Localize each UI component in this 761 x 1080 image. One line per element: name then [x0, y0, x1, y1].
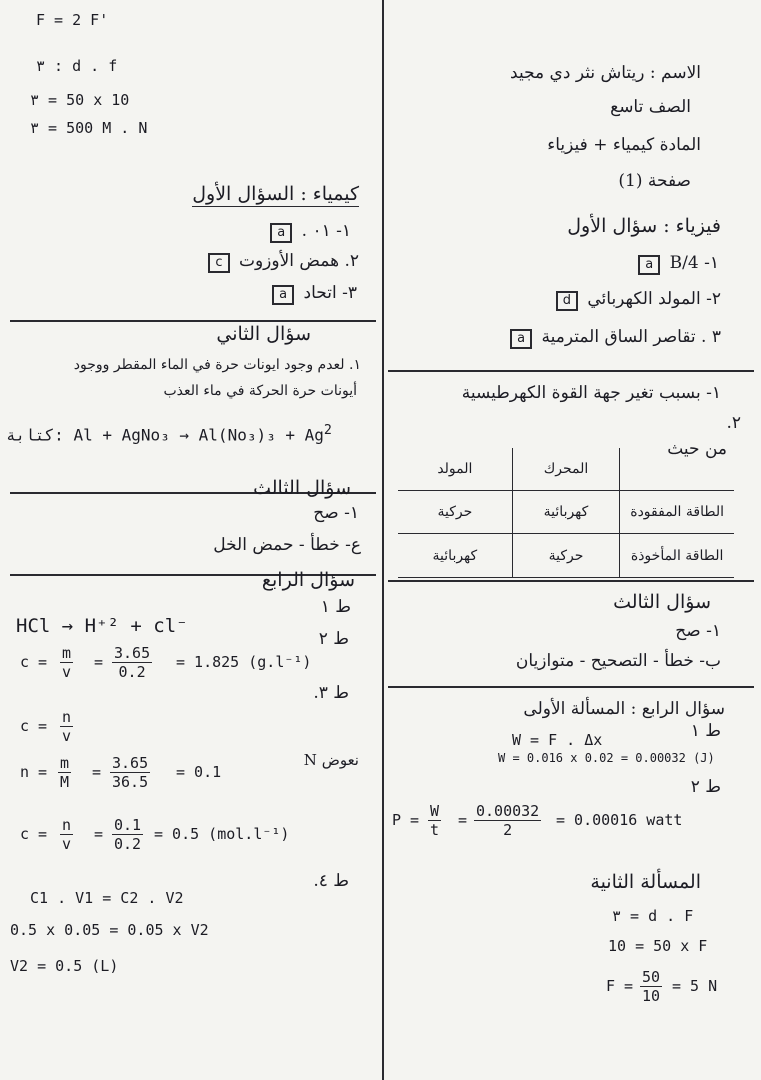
table-cell: كهربائية	[398, 534, 512, 578]
chem-c2-frac-num: n	[62, 708, 72, 726]
phys-work-values: W = 0.016 x 0.02 = 0.00032 (J)	[498, 751, 715, 765]
phys-s5-frac-num: 50	[642, 968, 661, 986]
chem-c-eq: =	[94, 653, 104, 671]
phys-s5-line-2: 10 = 50 x F	[608, 937, 708, 955]
header-left-line-3: ٣ = 50 x 10	[30, 91, 130, 109]
phys-work-formula: W = F . Δx	[512, 731, 603, 749]
chem-dilution-1: C1 . V1 = C2 . V2	[30, 889, 184, 907]
chem-s4-t3: ط ٣.	[313, 683, 349, 703]
phys-s4-title: سؤال الرابع : المسألة الأولى	[523, 699, 725, 719]
phys-s3-b: ب- خطأ - التصحيح - متوازيان	[515, 651, 721, 671]
chem-c3-frac	[60, 816, 73, 853]
phys-s5-line-1: ٣ = d . F	[612, 907, 694, 925]
chem-q2	[204, 252, 359, 273]
chem-s4-t1: ط ١	[320, 597, 351, 617]
table-row	[398, 490, 734, 534]
chem-q1-text: ١- ٠١ .	[301, 221, 351, 241]
phys-q2	[552, 290, 721, 311]
chem-s4-eq1: HCl → H⁺² + cl⁻	[16, 615, 188, 637]
phys-s5-result: = 5 N	[672, 977, 718, 995]
phys-power-lhs: P =	[392, 811, 420, 829]
chem-c-frac-values-den: 0.2	[118, 663, 146, 681]
chem-s4-t2: ط ٢	[318, 629, 349, 649]
header-left-line-2: ٣ : d . f	[36, 57, 118, 75]
chem-c-frac-mv	[60, 644, 73, 681]
chem-q2-answer-box: c	[208, 253, 229, 273]
chem-c2-lhs: c =	[20, 717, 48, 735]
chem-dilution-2: 0.5 x 0.05 = 0.05 x V2	[10, 921, 209, 939]
phys-q2-text: ٢- المولد الكهربائي	[587, 289, 721, 309]
chem-q3	[268, 284, 357, 305]
phys-s5-lhs: F =	[606, 977, 634, 995]
chem-n-frac	[58, 754, 71, 791]
phys-power-frac-den: t	[430, 821, 440, 839]
table-cell: كهربائية	[512, 490, 620, 534]
chem-s4-t4: ط ٤.	[313, 871, 349, 891]
header-left-line-4: ٣ = 500 M . N	[30, 119, 148, 137]
header-left-line-1: F = 2 F'	[36, 11, 109, 29]
chem-c3-frac-values-num: 0.1	[114, 816, 142, 834]
phys-separator-1	[388, 370, 754, 372]
phys-power-eq: =	[458, 811, 468, 829]
chem-c3-frac-values	[112, 816, 143, 853]
chem-s4-title: سؤال الرابع	[261, 569, 355, 591]
chem-n-frac-den: M	[60, 773, 70, 791]
chem-n-frac-values	[110, 754, 150, 791]
chem-s3-title: سؤال الثالث	[253, 477, 351, 499]
chem-s2-equation-text: كتابة: Al + AgNo₃ → Al(No₃)₃ + Ag	[6, 425, 324, 445]
phys-separator-3	[388, 686, 754, 688]
phys-s5-title: المسألة الثانية	[590, 871, 701, 893]
phys-power-frac	[428, 802, 441, 839]
phys-q1-text: ١- B/4	[669, 253, 719, 273]
motor-generator-table	[398, 448, 734, 578]
phys-s3-a: ١- صح	[675, 621, 721, 641]
chem-c3-frac-values-den: 0.2	[114, 835, 142, 853]
phys-q1	[634, 254, 719, 275]
chem-dilution-3: V2 = 0.5 (L)	[10, 957, 119, 975]
chem-c2-frac	[60, 708, 73, 745]
chem-q1-answer-box: a	[270, 223, 292, 243]
chem-s2-equation-exponent: 2	[323, 423, 332, 438]
chem-s3-b: ع- خطأ - حمض الخل	[213, 535, 361, 555]
table-cell: الطاقة المأخوذة	[620, 534, 734, 578]
chem-title: كيمياء : السؤال الأول	[192, 183, 359, 205]
chem-n-frac-num: m	[60, 754, 70, 772]
phys-power-frac-num: W	[430, 802, 440, 820]
chem-n-eq: =	[92, 763, 102, 781]
phys-s5-frac-den: 10	[642, 987, 661, 1005]
phys-q2-answer-box: d	[556, 291, 578, 311]
chem-c3-frac-num: n	[62, 816, 72, 834]
chem-c-frac-den: v	[62, 663, 72, 681]
chem-s3-a: ١- صح	[313, 503, 359, 523]
phys-q3-answer-box: a	[510, 329, 532, 349]
phys-s4-t1: ط ١	[690, 721, 721, 741]
student-grade: الصف تاسع	[610, 97, 691, 117]
phys-power-frac-values-den: 2	[503, 821, 513, 839]
chem-c3-eq: =	[94, 825, 104, 843]
table-cell: الطاقة المفقودة	[620, 490, 734, 534]
phys-separator-2	[388, 580, 754, 582]
table-header-cell: المحرك	[512, 448, 620, 490]
phys-power-frac-values-num: 0.00032	[476, 802, 540, 820]
chem-q2-text: ٢. همض الأوزوت	[238, 251, 359, 271]
table-header-cell	[620, 448, 734, 490]
phys-s3-title: سؤال الثالث	[613, 591, 711, 613]
subject-line: المادة كيمياء + فيزياء	[547, 135, 701, 155]
phys-s1-a: ١- بسبب تغير جهة القوة الكهرطيسية	[461, 383, 721, 403]
chem-s2-equation	[6, 424, 332, 444]
chem-s2-line-2: أيونات حرة الحركة في ماء العذب	[163, 383, 357, 399]
chem-s2-title: سؤال الثاني	[216, 323, 311, 345]
chem-unit-note: نعوض N	[303, 751, 359, 769]
chem-n-result: = 0.1	[176, 763, 222, 781]
chem-c-frac-num: m	[62, 644, 72, 662]
phys-s1-c: من حيث	[667, 439, 727, 459]
table-header-row	[398, 448, 734, 490]
phys-s5-frac	[640, 968, 662, 1005]
chem-q3-text: ٣- اتحاد	[303, 283, 357, 303]
column-divider	[382, 0, 384, 1080]
page-label: صفحة (1)	[618, 171, 691, 191]
chem-c3-result: = 0.5 (mol.l⁻¹)	[154, 825, 290, 843]
phys-q1-answer-box: a	[638, 255, 660, 275]
chem-q3-answer-box: a	[272, 285, 294, 305]
table-row	[398, 534, 734, 578]
chem-q1	[266, 222, 351, 243]
chem-c-frac-values-num: 3.65	[114, 644, 151, 662]
chem-c-lhs: c =	[20, 653, 48, 671]
chem-n-frac-values-den: 36.5	[112, 773, 149, 791]
student-name: الاسم : ريتاش نثر دي مجيد	[510, 63, 701, 83]
chem-n-frac-values-num: 3.65	[112, 754, 149, 772]
chem-s2-line-1: ١. لعدم وجود ايونات حرة في الماء المقطر ووجود	[73, 357, 361, 373]
phys-s4-t2: ط ٢	[690, 777, 721, 797]
chem-c2-frac-den: v	[62, 727, 72, 745]
chem-c-frac-values	[112, 644, 152, 681]
table-cell: حركية	[512, 534, 620, 578]
phys-power-frac-values	[474, 802, 541, 839]
table-cell: حركية	[398, 490, 512, 534]
chem-separator-1	[10, 320, 376, 322]
phys-q3	[506, 328, 721, 349]
chem-c3-lhs: c =	[20, 825, 48, 843]
phys-power-result: = 0.00016 watt	[556, 811, 683, 829]
phys-s1-b: ٢.	[726, 413, 741, 433]
chem-c-result: = 1.825 (g.l⁻¹)	[176, 653, 312, 671]
chem-c3-frac-den: v	[62, 835, 72, 853]
phys-title: فيزياء : سؤال الأول	[567, 215, 721, 237]
chem-n-lhs: n =	[20, 763, 48, 781]
table-header-cell: المولد	[398, 448, 512, 490]
phys-q3-text: ٣ . تقاصر الساق المترمية	[541, 327, 721, 347]
